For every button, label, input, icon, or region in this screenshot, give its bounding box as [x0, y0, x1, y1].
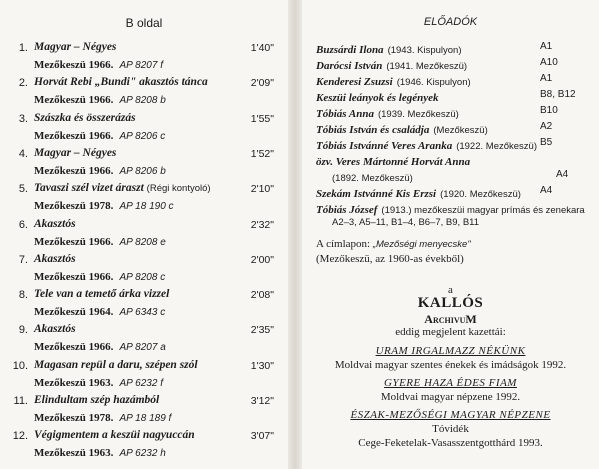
track-duration: 1'30": [250, 359, 274, 372]
performer-info: (1941. Mezőkeszü): [386, 61, 468, 72]
page-fold: [288, 0, 302, 469]
track-place: Mezőkeszü 1966.: [34, 164, 114, 177]
track-duration: 3'07": [250, 430, 274, 443]
track-catalog: AP 8206 c: [119, 130, 166, 142]
performer-name: Szekám Istvánné Kis Erzsi: [316, 188, 437, 200]
track-place: Mezőkeszü 1963.: [34, 447, 114, 460]
track-duration: 1'40": [250, 42, 274, 54]
performer-row: [332, 168, 599, 184]
track-recording: [34, 302, 165, 320]
track-row: [0, 75, 288, 105]
performer-name: Tóbiás József: [316, 204, 378, 216]
performer-codes: A2: [540, 121, 553, 132]
release-1-desc: Moldvai magyar szentes énekek és imádságok 1992.: [334, 359, 567, 371]
performer-row: [316, 136, 586, 152]
track-number: 12.: [12, 430, 28, 443]
track-number: 8.: [18, 289, 28, 302]
series-intro: a: [448, 284, 453, 296]
track-number: 1.: [18, 42, 28, 54]
track-recording: [34, 90, 166, 108]
track-row: [0, 111, 288, 141]
release-2-desc: Moldvai magyar népzene 1992.: [380, 391, 521, 403]
release-3-desc2: Cege-Feketelak-Vasasszentgotthárd 1993.: [358, 437, 543, 449]
performer-row: [316, 200, 586, 216]
performer-codes: A1: [540, 73, 553, 84]
right-page: [302, 0, 599, 469]
track-number: 7.: [18, 253, 28, 266]
track-recording: [34, 267, 165, 285]
track-number: 3.: [18, 112, 28, 125]
performer-name: Tóbiás Istvánné Veres Aranka: [316, 140, 453, 152]
track-place: Mezőkeszü 1966.: [34, 129, 114, 142]
track-title: Akasztós: [34, 323, 76, 336]
track-number: 11.: [13, 395, 28, 407]
track-row: [0, 181, 288, 211]
series-caption: eddig megjelent kazettái:: [395, 326, 506, 338]
track-place: Mezőkeszü 1963.: [34, 376, 114, 389]
performer-row: [316, 88, 586, 104]
track-recording: [34, 337, 166, 355]
track-row: [0, 40, 288, 70]
performer-codes: A10: [540, 57, 558, 68]
track-place: Mezőkeszü 1978.: [34, 412, 114, 424]
track-catalog: AP 8208 e: [119, 236, 166, 248]
side-b-title: B oldal: [125, 16, 163, 30]
track-place: Mezőkeszü 1966.: [34, 235, 114, 248]
performer-codes: B10: [540, 105, 558, 116]
track-row: [0, 146, 288, 176]
track-place: Mezőkeszü 1978.: [34, 200, 114, 213]
track-title: Magyar – Négyes: [34, 41, 117, 53]
track-duration: 3'12": [250, 395, 274, 407]
performer-info: (1922. Mezőkeszü): [456, 141, 537, 152]
performers-title: ELŐADÓK: [423, 16, 478, 28]
track-title: Horvát Rebi „Bundi" akasztós tánca: [34, 76, 208, 89]
track-place: Mezőkeszü 1966.: [34, 59, 114, 71]
track-title: Akasztós: [34, 252, 76, 265]
performer-codes: A4: [556, 169, 569, 180]
track-recording: [34, 373, 163, 391]
track-duration: 2'00": [250, 253, 274, 266]
track-title: Szászka és összerázás: [34, 111, 136, 124]
performer-info: (Mezőkeszü): [433, 125, 488, 136]
track-row: [0, 393, 288, 423]
performer-row: [316, 56, 586, 72]
track-title: Akasztós: [34, 217, 76, 230]
performer-name: Buzsárdi Ilona: [316, 44, 384, 56]
performer-codes: A1: [540, 41, 553, 52]
track-catalog: AP 8208 b: [119, 95, 166, 107]
performer-info: (1939. Mezőkeszü): [377, 109, 459, 120]
track-number: 4.: [18, 147, 28, 160]
track-place: Mezőkeszü 1966.: [34, 270, 114, 283]
track-row: [0, 252, 288, 282]
performer-name: Kenderesi Zsuzsi: [316, 76, 393, 88]
track-duration: 1'52": [250, 147, 274, 160]
brand-name: KALLÓS: [417, 295, 484, 311]
performer-codes: B8, B12: [540, 89, 576, 100]
release-1-title: URAM IRGALMAZZ NÉKÜNK: [375, 345, 526, 357]
track-recording: [34, 55, 163, 73]
track-number: 10.: [12, 359, 28, 372]
track-recording: [34, 232, 166, 250]
release-2-title: GYERE HAZA ÉDES FIAM: [384, 377, 517, 389]
performer-name: Tóbiás István és családja: [316, 124, 430, 136]
track-number: 5.: [18, 183, 28, 196]
track-duration: 2'09": [250, 77, 274, 90]
track-row: [0, 217, 288, 247]
performer-info: (1892. Mezőkeszü): [332, 173, 413, 184]
track-catalog: AP 8206 b: [119, 165, 166, 177]
track-recording: [34, 126, 165, 144]
track-recording: [34, 408, 171, 426]
performer-row: [316, 120, 586, 136]
cover-label: A címlapon:: [316, 238, 373, 250]
cover-source: (Mezőkeszü, az 1960-as évekből): [316, 253, 464, 265]
performer-codes: B5: [540, 137, 553, 148]
track-duration: 2'08": [250, 289, 274, 302]
performer-row: [316, 184, 586, 200]
performer-row: [316, 104, 586, 120]
performer-info: (1920. Mezőkeszü): [440, 189, 521, 200]
release-3-desc: Tóvidék: [432, 423, 469, 435]
track-row: [0, 428, 288, 458]
performer-info: (1943. Kispulyon): [387, 45, 462, 56]
performer-name: özv. Veres Mártonné Horvát Anna: [316, 156, 471, 168]
track-catalog: AP 8208 c: [119, 271, 166, 283]
performer-row: [316, 40, 586, 56]
track-place: Mezőkeszü 1964.: [34, 306, 114, 319]
performer-codes-continued: A2–3, A5–11, B1–4, B6–7, B9, B11: [332, 217, 480, 228]
track-recording: [34, 443, 166, 461]
performer-codes: A4: [540, 185, 553, 196]
track-duration: 2'35": [250, 324, 274, 337]
track-duration: 1'55": [250, 112, 274, 125]
track-place: Mezőkeszü 1966.: [34, 341, 114, 354]
cover-title: „Mezőségi menyecske": [372, 239, 471, 250]
track-row: [0, 287, 288, 317]
track-number: 2.: [18, 77, 28, 90]
track-title: Végigmentem a keszüi nagyuccán: [34, 429, 195, 442]
track-catalog: AP 18 189 f: [119, 413, 172, 424]
track-row: [0, 358, 288, 388]
performer-info: (1913.) mezőkeszüi magyar prímás és zenekara: [381, 205, 585, 216]
track-row: [0, 322, 288, 352]
track-recording: [34, 196, 174, 214]
left-page: [0, 0, 288, 469]
performer-name: Tóbiás Anna: [316, 108, 374, 120]
track-number: 9.: [18, 324, 28, 337]
track-recording: [34, 161, 166, 179]
track-catalog: AP 18 190 c: [119, 201, 174, 213]
performer-info: (1946. Kispulyon): [396, 77, 471, 88]
track-title: Tele van a temető árka vizzel: [34, 288, 170, 301]
brand-subtitle: ArchivuM: [424, 312, 477, 326]
performer-name: Keszüi leányok és legények: [316, 92, 439, 104]
performer-row: [316, 72, 586, 88]
track-catalog: AP 6343 c: [119, 307, 166, 319]
release-3-title: ÉSZAK-MEZŐSÉGI MAGYAR NÉPZENE: [350, 409, 551, 421]
performer-name: Darócsi István: [316, 60, 383, 72]
track-duration: 2'10": [250, 183, 274, 196]
track-note: (Régi kontyoló): [146, 183, 211, 195]
track-catalog: AP 8207 f: [119, 60, 163, 71]
track-duration: 2'32": [250, 218, 274, 231]
track-title: Elindultam szép hazámból: [34, 394, 160, 406]
track-catalog: AP 8207 a: [119, 342, 166, 354]
track-number: 6.: [18, 218, 28, 231]
performer-row: [316, 152, 586, 168]
cover-caption: [316, 238, 471, 250]
track-title: Magasan repül a daru, szépen szól: [34, 358, 198, 371]
track-place: Mezőkeszü 1966.: [34, 94, 114, 107]
track-catalog: AP 6232 h: [119, 448, 166, 460]
track-title: Magyar – Négyes: [34, 146, 117, 159]
track-catalog: AP 6232 f: [119, 377, 163, 389]
track-title: Tavaszi szél vizet áraszt (Régi kontyoló): [34, 182, 211, 195]
